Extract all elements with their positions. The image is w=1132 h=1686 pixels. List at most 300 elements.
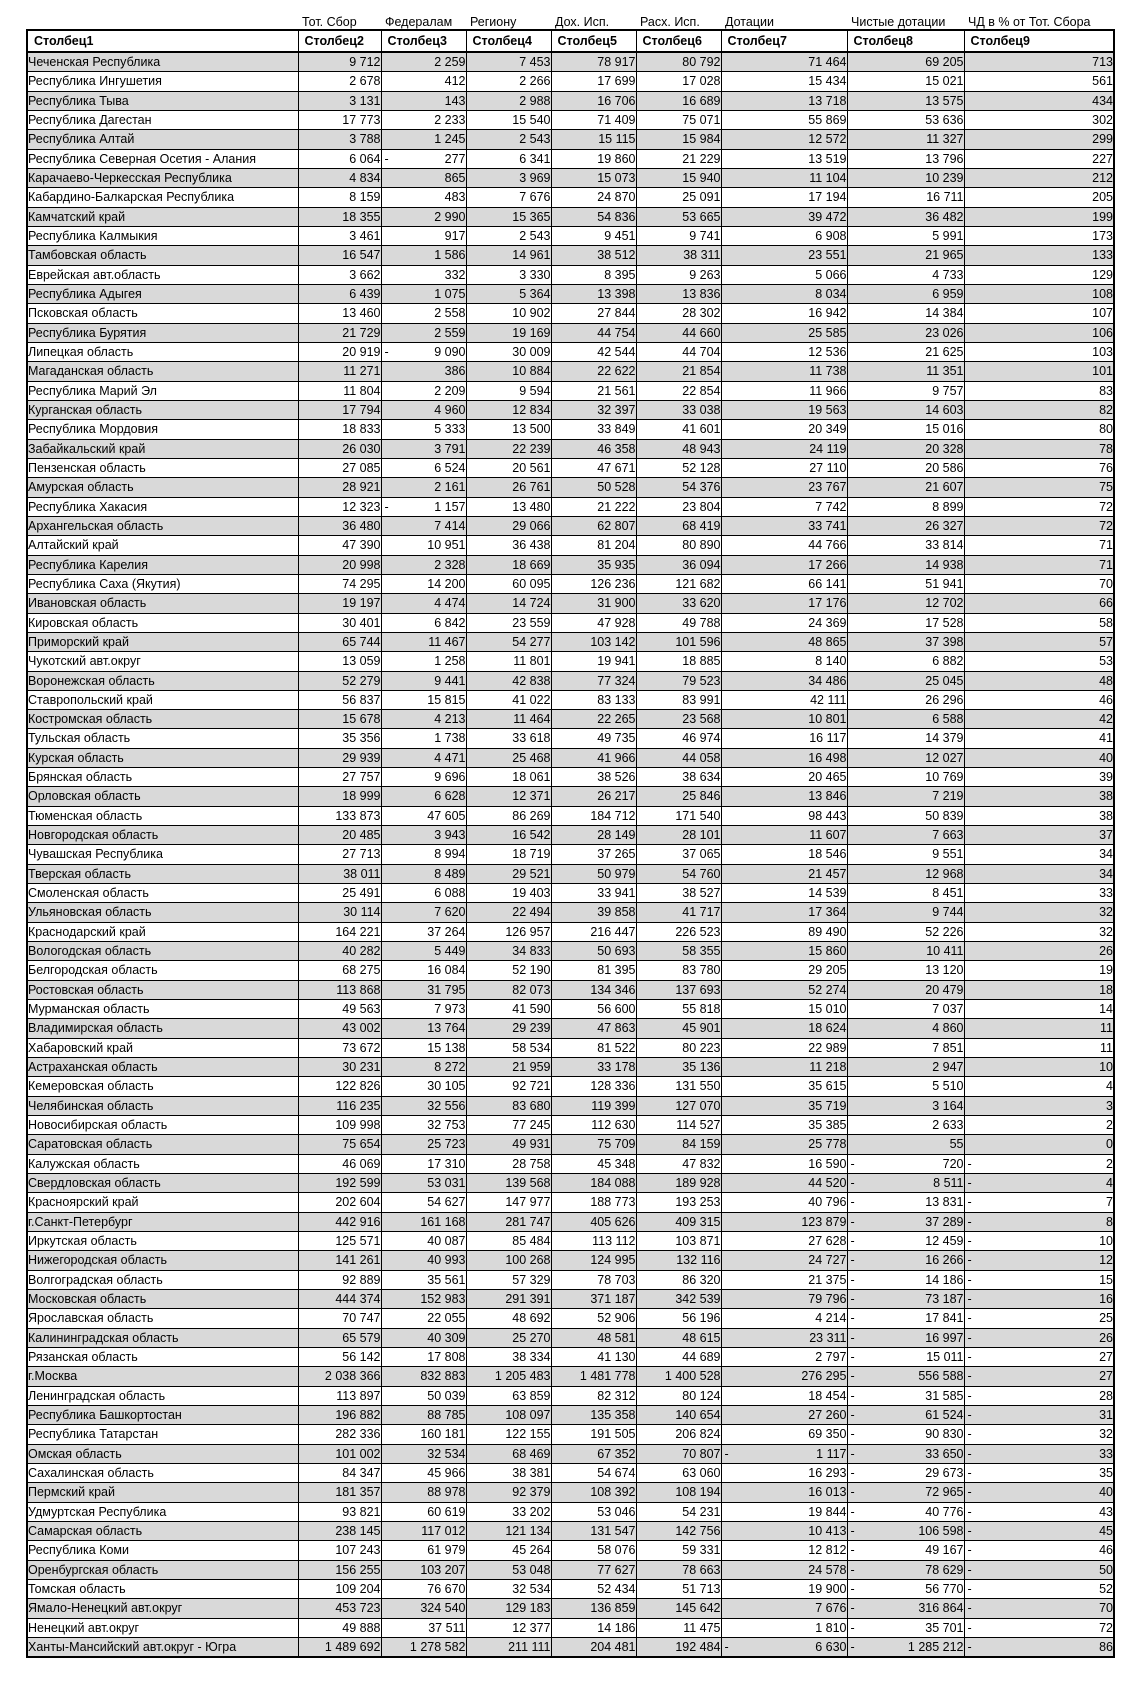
value-cell[interactable]: 13 460 <box>298 304 381 323</box>
value-cell[interactable]: - 86 <box>964 1637 1114 1657</box>
value-cell[interactable]: 15 434 <box>721 72 847 91</box>
value-cell[interactable]: 4 733 <box>847 265 964 284</box>
value-cell[interactable]: 23 767 <box>721 478 847 497</box>
value-cell[interactable]: 107 <box>964 304 1114 323</box>
annotation-doh-isp[interactable]: Дох. Исп. <box>555 15 610 29</box>
table-row[interactable] <box>27 1212 1114 1231</box>
value-cell[interactable]: 21 854 <box>636 362 721 381</box>
value-cell[interactable]: 2 678 <box>298 72 381 91</box>
value-cell[interactable]: 22 989 <box>721 1038 847 1057</box>
value-cell[interactable]: - 61 524 <box>847 1405 964 1424</box>
value-cell[interactable]: 38 311 <box>636 246 721 265</box>
value-cell[interactable]: 18 833 <box>298 420 381 439</box>
value-cell[interactable]: 371 187 <box>551 1290 636 1309</box>
table-row[interactable] <box>27 516 1114 535</box>
value-cell[interactable]: 40 993 <box>381 1251 466 1270</box>
value-cell[interactable]: 47 605 <box>381 806 466 825</box>
table-row[interactable] <box>27 381 1114 400</box>
value-cell[interactable]: 48 615 <box>636 1328 721 1347</box>
value-cell[interactable]: 9 741 <box>636 226 721 245</box>
value-cell[interactable]: 75 654 <box>298 1135 381 1154</box>
value-cell[interactable]: 38 011 <box>298 864 381 883</box>
value-cell[interactable]: 75 <box>964 478 1114 497</box>
value-cell[interactable]: 51 941 <box>847 574 964 593</box>
value-cell[interactable]: 50 039 <box>381 1386 466 1405</box>
value-cell[interactable]: - 10 <box>964 1232 1114 1251</box>
value-cell[interactable]: 27 260 <box>721 1405 847 1424</box>
value-cell[interactable]: 103 871 <box>636 1232 721 1251</box>
value-cell[interactable]: 127 070 <box>636 1096 721 1115</box>
value-cell[interactable]: 15 540 <box>466 110 551 129</box>
value-cell[interactable]: 147 977 <box>466 1193 551 1212</box>
table-row[interactable] <box>27 1135 1114 1154</box>
value-cell[interactable]: 8 159 <box>298 188 381 207</box>
value-cell[interactable]: 48 865 <box>721 632 847 651</box>
value-cell[interactable]: 54 836 <box>551 207 636 226</box>
value-cell[interactable]: 83 780 <box>636 961 721 980</box>
value-cell[interactable]: 121 682 <box>636 574 721 593</box>
value-cell[interactable]: 17 794 <box>298 400 381 419</box>
value-cell[interactable]: 6 341 <box>466 149 551 168</box>
value-cell[interactable]: 8 140 <box>721 652 847 671</box>
value-cell[interactable]: 32 397 <box>551 400 636 419</box>
table-row[interactable] <box>27 787 1114 806</box>
value-cell[interactable]: 45 348 <box>551 1154 636 1173</box>
region-cell[interactable]: Приморский край <box>27 632 298 651</box>
value-cell[interactable]: 26 <box>964 942 1114 961</box>
table-row[interactable] <box>27 1347 1114 1366</box>
value-cell[interactable]: 44 660 <box>636 323 721 342</box>
value-cell[interactable]: 342 539 <box>636 1290 721 1309</box>
value-cell[interactable]: 161 168 <box>381 1212 466 1231</box>
value-cell[interactable]: 68 419 <box>636 516 721 535</box>
value-cell[interactable]: 36 438 <box>466 536 551 555</box>
value-cell[interactable]: 44 766 <box>721 536 847 555</box>
value-cell[interactable]: 55 869 <box>721 110 847 129</box>
value-cell[interactable]: 23 551 <box>721 246 847 265</box>
value-cell[interactable]: 38 381 <box>466 1463 551 1482</box>
region-cell[interactable]: Республика Мордовия <box>27 420 298 439</box>
value-cell[interactable]: 4 213 <box>381 710 466 729</box>
value-cell[interactable]: 4 214 <box>721 1309 847 1328</box>
value-cell[interactable]: 1 245 <box>381 130 466 149</box>
region-cell[interactable]: Ростовская область <box>27 980 298 999</box>
region-cell[interactable]: Республика Башкортостан <box>27 1405 298 1424</box>
value-cell[interactable]: 136 859 <box>551 1599 636 1618</box>
table-row[interactable] <box>27 1328 1114 1347</box>
value-cell[interactable]: 21 965 <box>847 246 964 265</box>
value-cell[interactable]: 238 145 <box>298 1521 381 1540</box>
table-row[interactable] <box>27 52 1114 72</box>
region-cell[interactable]: Карачаево-Черкесская Республика <box>27 168 298 187</box>
value-cell[interactable]: 20 465 <box>721 768 847 787</box>
value-cell[interactable]: 49 931 <box>466 1135 551 1154</box>
value-cell[interactable]: 58 076 <box>551 1541 636 1560</box>
value-cell[interactable]: 10 884 <box>466 362 551 381</box>
value-cell[interactable]: 78 663 <box>636 1560 721 1579</box>
value-cell[interactable]: - 40 776 <box>847 1502 964 1521</box>
value-cell[interactable]: 9 451 <box>551 226 636 245</box>
value-cell[interactable]: 4 <box>964 1077 1114 1096</box>
value-cell[interactable]: 76 670 <box>381 1579 466 1598</box>
value-cell[interactable]: 16 942 <box>721 304 847 323</box>
table-row[interactable] <box>27 149 1114 168</box>
value-cell[interactable]: 35 136 <box>636 1058 721 1077</box>
region-cell[interactable]: Белгородская область <box>27 961 298 980</box>
table-row[interactable] <box>27 304 1114 323</box>
region-cell[interactable]: Новгородская область <box>27 826 298 845</box>
value-cell[interactable]: 2 266 <box>466 72 551 91</box>
value-cell[interactable]: 53 046 <box>551 1502 636 1521</box>
region-cell[interactable]: Республика Саха (Якутия) <box>27 574 298 593</box>
value-cell[interactable]: 832 883 <box>381 1367 466 1386</box>
value-cell[interactable]: 11 966 <box>721 381 847 400</box>
region-cell[interactable]: Оренбургская область <box>27 1560 298 1579</box>
value-cell[interactable]: 45 966 <box>381 1463 466 1482</box>
value-cell[interactable]: 11 467 <box>381 632 466 651</box>
value-cell[interactable]: 20 998 <box>298 555 381 574</box>
value-cell[interactable]: 17 266 <box>721 555 847 574</box>
value-cell[interactable]: 72 <box>964 516 1114 535</box>
value-cell[interactable]: 483 <box>381 188 466 207</box>
value-cell[interactable]: 126 957 <box>466 922 551 941</box>
table-row[interactable] <box>27 439 1114 458</box>
value-cell[interactable]: 41 966 <box>551 748 636 767</box>
value-cell[interactable]: 7 037 <box>847 1000 964 1019</box>
value-cell[interactable]: 10 <box>964 1058 1114 1077</box>
value-cell[interactable]: 52 190 <box>466 961 551 980</box>
value-cell[interactable]: 5 991 <box>847 226 964 245</box>
value-cell[interactable]: 25 468 <box>466 748 551 767</box>
value-cell[interactable]: 77 627 <box>551 1560 636 1579</box>
value-cell[interactable]: 27 628 <box>721 1232 847 1251</box>
region-cell[interactable]: Воронежская область <box>27 671 298 690</box>
value-cell[interactable]: - 35 701 <box>847 1618 964 1637</box>
value-cell[interactable]: 188 773 <box>551 1193 636 1212</box>
value-cell[interactable]: 55 818 <box>636 1000 721 1019</box>
value-cell[interactable]: 8 272 <box>381 1058 466 1077</box>
value-cell[interactable]: 78 703 <box>551 1270 636 1289</box>
header-stolbec5[interactable]: Столбец5 <box>551 30 636 52</box>
value-cell[interactable]: 42 838 <box>466 671 551 690</box>
table-row[interactable] <box>27 1116 1114 1135</box>
value-cell[interactable]: 17 773 <box>298 110 381 129</box>
value-cell[interactable]: 37 265 <box>551 845 636 864</box>
value-cell[interactable]: 38 <box>964 787 1114 806</box>
value-cell[interactable]: 1 258 <box>381 652 466 671</box>
value-cell[interactable]: 44 689 <box>636 1347 721 1366</box>
region-cell[interactable]: Сахалинская область <box>27 1463 298 1482</box>
value-cell[interactable]: 32 <box>964 922 1114 941</box>
value-cell[interactable]: 133 <box>964 246 1114 265</box>
value-cell[interactable]: - 50 <box>964 1560 1114 1579</box>
value-cell[interactable]: 13 519 <box>721 149 847 168</box>
value-cell[interactable]: 1 400 528 <box>636 1367 721 1386</box>
value-cell[interactable]: 561 <box>964 72 1114 91</box>
value-cell[interactable]: 80 890 <box>636 536 721 555</box>
region-cell[interactable]: Иркутская область <box>27 1232 298 1251</box>
region-cell[interactable]: Ульяновская область <box>27 903 298 922</box>
value-cell[interactable]: 4 471 <box>381 748 466 767</box>
value-cell[interactable]: 28 101 <box>636 826 721 845</box>
table-row[interactable] <box>27 806 1114 825</box>
value-cell[interactable]: 3 <box>964 1096 1114 1115</box>
table-row[interactable] <box>27 1000 1114 1019</box>
value-cell[interactable]: 7 851 <box>847 1038 964 1057</box>
value-cell[interactable]: 48 <box>964 671 1114 690</box>
value-cell[interactable]: 11 104 <box>721 168 847 187</box>
value-cell[interactable]: 6 588 <box>847 710 964 729</box>
value-cell[interactable]: 33 620 <box>636 594 721 613</box>
value-cell[interactable]: 1 586 <box>381 246 466 265</box>
value-cell[interactable]: 30 009 <box>466 342 551 361</box>
value-cell[interactable]: 40 087 <box>381 1232 466 1251</box>
value-cell[interactable]: - 35 <box>964 1463 1114 1482</box>
value-cell[interactable]: 56 837 <box>298 690 381 709</box>
value-cell[interactable]: 3 662 <box>298 265 381 284</box>
table-row[interactable] <box>27 1193 1114 1212</box>
value-cell[interactable]: 11 <box>964 1038 1114 1057</box>
value-cell[interactable]: 47 863 <box>551 1019 636 1038</box>
value-cell[interactable]: 7 676 <box>721 1599 847 1618</box>
value-cell[interactable]: 25 091 <box>636 188 721 207</box>
value-cell[interactable]: 107 243 <box>298 1541 381 1560</box>
value-cell[interactable]: 6 524 <box>381 458 466 477</box>
region-cell[interactable]: Пермский край <box>27 1483 298 1502</box>
value-cell[interactable]: 12 834 <box>466 400 551 419</box>
value-cell[interactable]: 13 718 <box>721 91 847 110</box>
value-cell[interactable]: 196 882 <box>298 1405 381 1424</box>
value-cell[interactable]: 7 453 <box>466 52 551 72</box>
region-cell[interactable]: Кировская область <box>27 613 298 632</box>
value-cell[interactable]: 2 797 <box>721 1347 847 1366</box>
table-row[interactable] <box>27 1367 1114 1386</box>
value-cell[interactable]: - 37 289 <box>847 1212 964 1231</box>
value-cell[interactable]: 192 484 <box>636 1637 721 1657</box>
value-cell[interactable]: 30 105 <box>381 1077 466 1096</box>
value-cell[interactable]: 2 633 <box>847 1116 964 1135</box>
value-cell[interactable]: 80 <box>964 420 1114 439</box>
value-cell[interactable]: 211 111 <box>466 1637 551 1657</box>
table-row[interactable] <box>27 845 1114 864</box>
table-row[interactable] <box>27 284 1114 303</box>
annotation-federalam[interactable]: Федералам <box>385 15 453 29</box>
table-row[interactable] <box>27 1019 1114 1038</box>
value-cell[interactable]: 13 480 <box>466 497 551 516</box>
value-cell[interactable]: 25 270 <box>466 1328 551 1347</box>
value-cell[interactable]: 2 233 <box>381 110 466 129</box>
value-cell[interactable]: 54 376 <box>636 478 721 497</box>
value-cell[interactable]: 8 034 <box>721 284 847 303</box>
value-cell[interactable]: 49 788 <box>636 613 721 632</box>
value-cell[interactable]: 54 674 <box>551 1463 636 1482</box>
value-cell[interactable]: 86 269 <box>466 806 551 825</box>
value-cell[interactable]: 17 699 <box>551 72 636 91</box>
value-cell[interactable]: 14 384 <box>847 304 964 323</box>
value-cell[interactable]: - 16 997 <box>847 1328 964 1347</box>
value-cell[interactable]: 19 <box>964 961 1114 980</box>
value-cell[interactable]: 11 804 <box>298 381 381 400</box>
header-stolbec6[interactable]: Столбец6 <box>636 30 721 52</box>
region-cell[interactable]: Ставропольский край <box>27 690 298 709</box>
table-row[interactable] <box>27 1096 1114 1115</box>
value-cell[interactable]: 299 <box>964 130 1114 149</box>
value-cell[interactable]: 17 808 <box>381 1347 466 1366</box>
table-row[interactable] <box>27 1560 1114 1579</box>
region-cell[interactable]: Костромская область <box>27 710 298 729</box>
value-cell[interactable]: 12 536 <box>721 342 847 361</box>
value-cell[interactable]: 19 844 <box>721 1502 847 1521</box>
value-cell[interactable]: 1 278 582 <box>381 1637 466 1657</box>
annotation-chistye-dotacii[interactable]: Чистые дотации <box>851 15 946 29</box>
value-cell[interactable]: 22 239 <box>466 439 551 458</box>
value-cell[interactable]: 2 <box>964 1116 1114 1135</box>
value-cell[interactable]: 3 330 <box>466 265 551 284</box>
table-row[interactable] <box>27 1077 1114 1096</box>
region-cell[interactable]: Ивановская область <box>27 594 298 613</box>
value-cell[interactable]: 25 778 <box>721 1135 847 1154</box>
value-cell[interactable]: 33 178 <box>551 1058 636 1077</box>
region-cell[interactable]: Мурманская область <box>27 1000 298 1019</box>
value-cell[interactable]: 12 968 <box>847 864 964 883</box>
value-cell[interactable]: 12 371 <box>466 787 551 806</box>
value-cell[interactable]: 125 571 <box>298 1232 381 1251</box>
region-cell[interactable]: Алтайский край <box>27 536 298 555</box>
region-cell[interactable]: Смоленская область <box>27 884 298 903</box>
value-cell[interactable]: 1 205 483 <box>466 1367 551 1386</box>
value-cell[interactable]: 58 355 <box>636 942 721 961</box>
value-cell[interactable]: 42 <box>964 710 1114 729</box>
value-cell[interactable]: 71 <box>964 536 1114 555</box>
value-cell[interactable]: 84 159 <box>636 1135 721 1154</box>
table-row[interactable] <box>27 400 1114 419</box>
value-cell[interactable]: 9 594 <box>466 381 551 400</box>
value-cell[interactable]: - 8 <box>964 1212 1114 1231</box>
value-cell[interactable]: 108 097 <box>466 1405 551 1424</box>
table-row[interactable] <box>27 110 1114 129</box>
value-cell[interactable]: 26 327 <box>847 516 964 535</box>
region-cell[interactable]: Томская область <box>27 1579 298 1598</box>
value-cell[interactable]: 191 505 <box>551 1425 636 1444</box>
value-cell[interactable]: 16 117 <box>721 729 847 748</box>
value-cell[interactable]: 13 836 <box>636 284 721 303</box>
value-cell[interactable]: - 32 <box>964 1425 1114 1444</box>
value-cell[interactable]: 70 747 <box>298 1309 381 1328</box>
region-cell[interactable]: Тверская область <box>27 864 298 883</box>
value-cell[interactable]: 75 071 <box>636 110 721 129</box>
value-cell[interactable]: 1 489 692 <box>298 1637 381 1657</box>
value-cell[interactable]: 33 814 <box>847 536 964 555</box>
value-cell[interactable]: 189 928 <box>636 1174 721 1193</box>
table-row[interactable] <box>27 1425 1114 1444</box>
value-cell[interactable]: - 4 <box>964 1174 1114 1193</box>
value-cell[interactable]: 6 959 <box>847 284 964 303</box>
value-cell[interactable]: 15 860 <box>721 942 847 961</box>
value-cell[interactable]: 16 013 <box>721 1483 847 1502</box>
value-cell[interactable]: 30 231 <box>298 1058 381 1077</box>
value-cell[interactable]: 15 115 <box>551 130 636 149</box>
value-cell[interactable]: 35 615 <box>721 1077 847 1096</box>
value-cell[interactable]: 61 979 <box>381 1541 466 1560</box>
value-cell[interactable]: - 15 <box>964 1270 1114 1289</box>
value-cell[interactable]: 28 758 <box>466 1154 551 1173</box>
region-cell[interactable]: Тульская область <box>27 729 298 748</box>
table-row[interactable] <box>27 72 1114 91</box>
region-cell[interactable]: Курганская область <box>27 400 298 419</box>
value-cell[interactable]: - 46 <box>964 1541 1114 1560</box>
value-cell[interactable]: 83 133 <box>551 690 636 709</box>
value-cell[interactable]: 13 575 <box>847 91 964 110</box>
value-cell[interactable]: 81 395 <box>551 961 636 980</box>
value-cell[interactable]: - 26 <box>964 1328 1114 1347</box>
value-cell[interactable]: 18 669 <box>466 555 551 574</box>
value-cell[interactable]: 2 988 <box>466 91 551 110</box>
value-cell[interactable]: 10 413 <box>721 1521 847 1540</box>
table-row[interactable] <box>27 942 1114 961</box>
value-cell[interactable]: 9 696 <box>381 768 466 787</box>
region-cell[interactable]: Республика Марий Эл <box>27 381 298 400</box>
value-cell[interactable]: 192 599 <box>298 1174 381 1193</box>
value-cell[interactable]: 35 561 <box>381 1270 466 1289</box>
value-cell[interactable]: 88 978 <box>381 1483 466 1502</box>
value-cell[interactable]: 5 066 <box>721 265 847 284</box>
value-cell[interactable]: 26 217 <box>551 787 636 806</box>
table-row[interactable] <box>27 690 1114 709</box>
value-cell[interactable]: - 45 <box>964 1521 1114 1540</box>
value-cell[interactable]: 92 721 <box>466 1077 551 1096</box>
region-cell[interactable]: Волгоградская область <box>27 1270 298 1289</box>
value-cell[interactable]: 83 680 <box>466 1096 551 1115</box>
value-cell[interactable]: 32 556 <box>381 1096 466 1115</box>
value-cell[interactable]: 453 723 <box>298 1599 381 1618</box>
region-cell[interactable]: Ненецкий авт.округ <box>27 1618 298 1637</box>
value-cell[interactable]: 13 120 <box>847 961 964 980</box>
value-cell[interactable]: 52 226 <box>847 922 964 941</box>
value-cell[interactable]: 10 951 <box>381 536 466 555</box>
region-cell[interactable]: Республика Алтай <box>27 130 298 149</box>
value-cell[interactable]: 71 409 <box>551 110 636 129</box>
annotation-chd-percent[interactable]: ЧД в % от Тот. Сбора <box>968 15 1091 29</box>
table-row[interactable] <box>27 188 1114 207</box>
value-cell[interactable]: 865 <box>381 168 466 187</box>
value-cell[interactable]: - 33 <box>964 1444 1114 1463</box>
value-cell[interactable]: 21 561 <box>551 381 636 400</box>
value-cell[interactable]: 37 511 <box>381 1618 466 1637</box>
value-cell[interactable]: 16 590 <box>721 1154 847 1173</box>
value-cell[interactable]: 79 523 <box>636 671 721 690</box>
table-row[interactable] <box>27 632 1114 651</box>
region-cell[interactable]: Республика Дагестан <box>27 110 298 129</box>
value-cell[interactable]: 71 464 <box>721 52 847 72</box>
table-row[interactable] <box>27 1444 1114 1463</box>
value-cell[interactable]: 74 295 <box>298 574 381 593</box>
value-cell[interactable]: 27 844 <box>551 304 636 323</box>
value-cell[interactable]: 8 489 <box>381 864 466 883</box>
value-cell[interactable]: 38 527 <box>636 884 721 903</box>
value-cell[interactable]: 93 821 <box>298 1502 381 1521</box>
value-cell[interactable]: 124 995 <box>551 1251 636 1270</box>
value-cell[interactable]: 4 860 <box>847 1019 964 1038</box>
value-cell[interactable]: 9 551 <box>847 845 964 864</box>
value-cell[interactable]: 54 760 <box>636 864 721 883</box>
value-cell[interactable]: 54 627 <box>381 1193 466 1212</box>
value-cell[interactable]: 58 <box>964 613 1114 632</box>
value-cell[interactable]: 51 713 <box>636 1579 721 1598</box>
value-cell[interactable]: - 29 673 <box>847 1463 964 1482</box>
value-cell[interactable]: 14 <box>964 1000 1114 1019</box>
value-cell[interactable]: - 90 830 <box>847 1425 964 1444</box>
value-cell[interactable]: 20 328 <box>847 439 964 458</box>
